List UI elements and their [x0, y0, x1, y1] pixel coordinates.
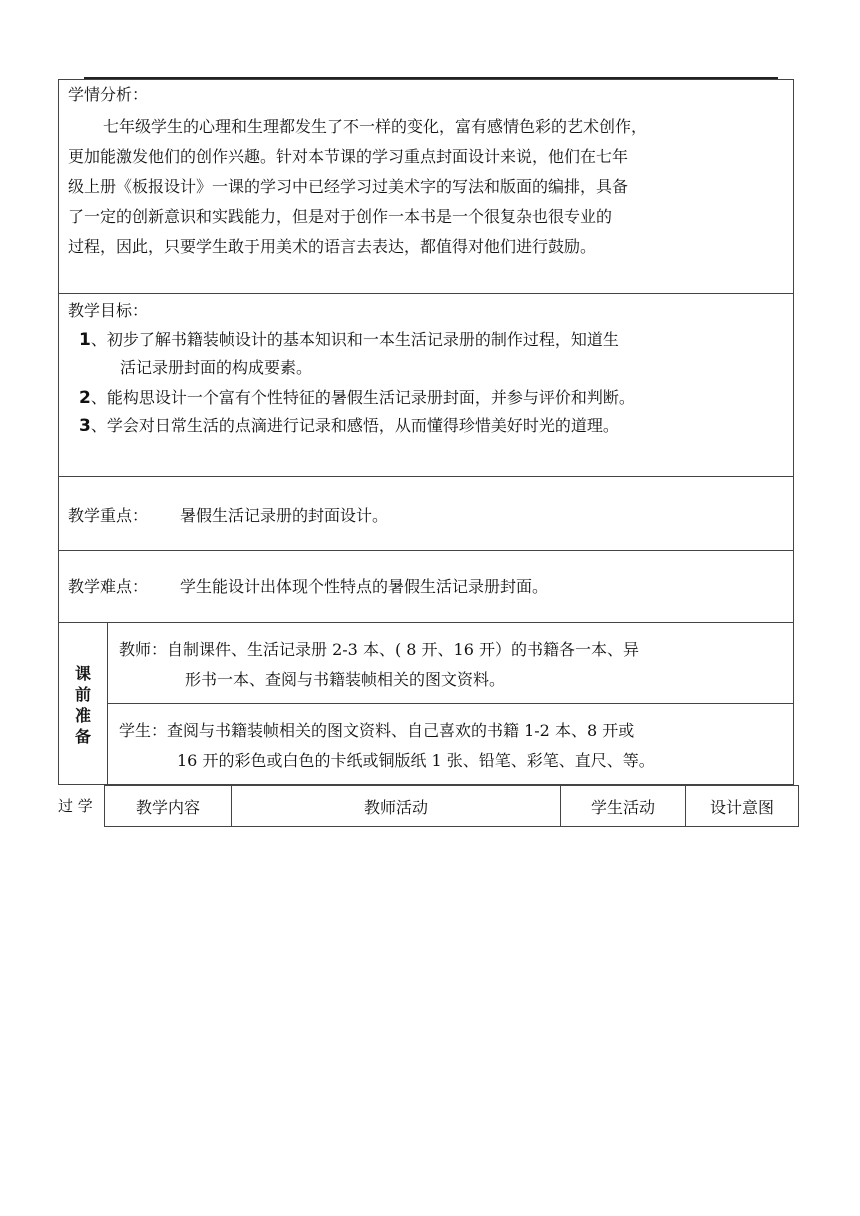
- preparation-row-divider: [107, 703, 794, 704]
- student-prep-line: 16 开的彩色或白色的卡纸或铜版纸 1 张、铅笔、彩笔、直尺、等。: [177, 751, 655, 770]
- objective-text: 、能构思设计一个富有个性特征的暑假生活记录册封面，并参与评价和判断。: [90, 388, 635, 407]
- analysis-line: 级上册《板报设计》一课的学习中已经学习过美术字的写法和版面的编排，具备: [68, 177, 629, 196]
- difficulty-text: 学生能设计出体现个性特点的暑假生活记录册封面。: [180, 577, 549, 596]
- student-prep-line: 学生：查阅与书籍装帧相关的图文资料、自己喜欢的书籍 1-2 本、8 开或: [119, 721, 635, 740]
- header-student-activity: 学生活动: [560, 785, 686, 827]
- side-label-char: 前: [74, 685, 91, 704]
- objectives-heading: 教学目标：: [68, 301, 149, 320]
- side-label-char: 备: [74, 727, 91, 746]
- analysis-section: [58, 79, 794, 294]
- objective-number: 1: [79, 330, 91, 350]
- difficulty-label: 教学难点：: [68, 577, 149, 596]
- objective-number: 3: [79, 416, 91, 436]
- analysis-line: 更加能激发他们的创作兴趣。针对本节课的学习重点封面设计来说，他们在七年: [68, 147, 629, 166]
- header-teacher-activity: 教师活动: [231, 785, 561, 827]
- process-side-fragment: 过 学: [58, 797, 93, 815]
- teacher-prep-line: 形书一本、查阅与书籍装帧相关的图文资料。: [185, 670, 506, 689]
- objective-item: [79, 325, 619, 355]
- side-label-char: 课: [74, 664, 91, 683]
- analysis-line: 了一定的创新意识和实践能力，但是对于创作一本书是一个很复杂也很专业的: [68, 207, 613, 226]
- difficulty-section: [58, 551, 794, 623]
- objectives-section: [58, 294, 794, 477]
- objective-item: [79, 383, 635, 413]
- key-point-section: [58, 477, 794, 551]
- objective-number: 2: [79, 388, 91, 408]
- key-point-text: 暑假生活记录册的封面设计。: [180, 506, 389, 525]
- analysis-line: 过程，因此，只要学生敢于用美术的语言去表达，都值得对他们进行鼓励。: [68, 237, 597, 256]
- key-point-label: 教学重点：: [68, 506, 149, 525]
- objective-text: 、学会对日常生活的点滴进行记录和感悟，从而懂得珍惜美好时光的道理。: [90, 416, 619, 435]
- analysis-line: 七年级学生的心理和生理都发生了不一样的变化，富有感情色彩的艺术创作，: [103, 117, 648, 136]
- teacher-prep-line: 教师：自制课件、生活记录册 2-3 本、( 8 开、16 开）的书籍各一本、异: [119, 640, 639, 659]
- header-design-intent: 设计意图: [685, 785, 799, 827]
- header-teaching-content: 教学内容: [104, 785, 232, 827]
- objective-text: 、初步了解书籍装帧设计的基本知识和一本生活记录册的制作过程，知道生: [90, 330, 619, 349]
- analysis-heading: 学情分析：: [68, 85, 149, 104]
- preparation-side-label: [72, 663, 94, 747]
- preparation-section: [58, 623, 794, 785]
- objective-item: [79, 411, 619, 441]
- side-label-char: 准: [74, 706, 91, 725]
- objective-text-cont: 活记录册封面的构成要素。: [120, 358, 313, 377]
